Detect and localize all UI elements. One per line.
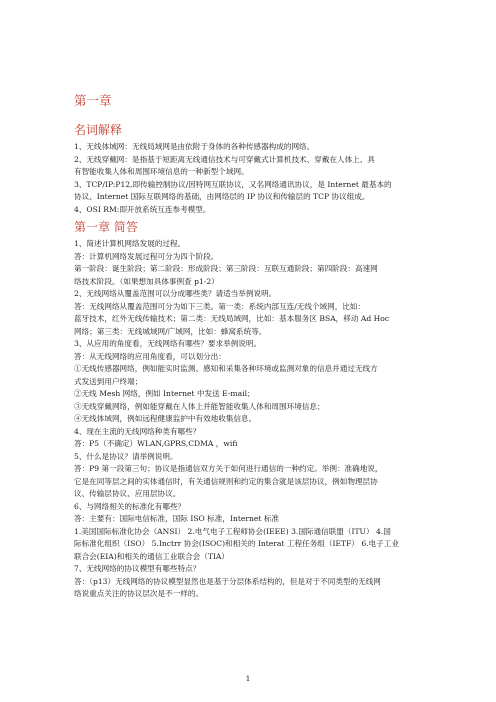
text-line: 议、传输层协议、应用层协议。	[74, 489, 181, 498]
page-number: 1	[245, 674, 251, 683]
text-line: 1.美国国际标准化协会（ANSI） 2.电气电子工程师协会(IEEE) 3.国际通信联盟（ITU） 4.国	[74, 526, 391, 536]
text-line: 协议、Internet 国际互联网络的基础，由网络层的 IP 协议和传输层的 TCP 协议组成。	[74, 192, 370, 201]
text-line: 络说重点关注的协议层次是不一样的。	[74, 589, 204, 598]
short-answers-body	[74, 238, 424, 601]
text-line: 3、TCP/IP:P12,即传输控制协议/因特网互联协议，又名网络通讯协议，是 Internet 最基本的	[74, 179, 392, 189]
text-line: 答：P5（不确定）WLAN,GPRS,CDMA ，wifi	[74, 439, 238, 448]
text-line: 络技术阶段。（如果想加具体事例查 p1-2）	[74, 276, 219, 286]
text-line: 第一阶段：诞生阶段；第二阶段：形成阶段；第三阶段：互联互通阶段；第四阶段：高速网	[74, 264, 378, 273]
text-line: 答：计算机网络发展过程可分为四个阶段。	[74, 251, 219, 261]
text-line: 2、无线网络从覆盖范围可以分成哪些类？请适当举例说明。	[74, 289, 277, 298]
text-line: ③无线穿戴网络，例如能穿戴在人体上并能智能收集人体和周围环境信息；	[74, 401, 325, 411]
text-line: 答：从无线网络的应用角度看，可以划分出：	[74, 351, 226, 361]
text-line: 7、无线网络的协议模型有哪些特点？	[74, 564, 201, 573]
text-line: 6、与网络相关的标准化有哪些？	[74, 501, 186, 511]
text-line: 3、从应用的角度看，无线网络有哪些？要求举例说明。	[74, 339, 262, 348]
text-line: 答：（p13）无线网络的协议模型显然也是基于分层体系结构的，但是对于不同类型的无线网	[74, 576, 381, 586]
text-line: 有智能收集人体和周围环境信息的一种新型个域网。	[74, 167, 249, 176]
text-line: ①无线传感器网络，例如能实时监测、感知和采集各种环境或监测对象的信息并通过无线方	[74, 364, 378, 373]
text-line: 联合会(EIA)和相关的通信工业联合会（TIA）	[74, 551, 229, 561]
terms-body	[74, 141, 424, 216]
chapter-title: 第一章	[74, 93, 112, 108]
text-line: ②无线 Mesh 网络，例如 Internet 中发送 E-mail；	[74, 389, 255, 398]
section-heading-terms: 名词解释	[74, 123, 123, 137]
text-line: 答：P9 第一段第三句；协议是指通信双方关于如何进行通信的一种约定。举例：准确地说，	[74, 464, 383, 473]
section-heading-short-answers: 第一章 简答	[74, 220, 138, 234]
text-line: ④无线体域网，例如远程健康监护中有效地收集信息。	[74, 414, 257, 423]
text-line: 际标准化组织（ISO） 5.Inctrr 协会(ISOC)和相关的 Interat 工程任务组（IETF） 6.电子工业	[74, 539, 399, 548]
text-line: 式发送到用户终端；	[74, 376, 143, 386]
text-line: 它是在同等层之间的实体通信时，有关通信规则和约定的集合就是该层协议，例如物理层协	[74, 476, 378, 486]
text-line: 网络；第三类：无线城域网/广域网，比如：蜂窝系统等。	[74, 326, 267, 336]
text-line: 1、简述计算机网络发展的过程。	[74, 239, 186, 248]
text-line: 1、无线体域网：无线局域网是由依附于身体的各种传感器构成的网络。	[74, 142, 315, 151]
text-line: 4、现在主流的无线网络种类有哪些？	[74, 426, 201, 436]
text-line: 2、无线穿戴网：是指基于短距离无线通信技术与可穿戴式计算机技术、穿戴在人体上、具	[74, 154, 375, 164]
text-line: 答：主要有：国际电信标准，国际 ISO 标准，Internet 标准	[74, 514, 280, 523]
text-line: 5、什么是协议？请举例说明。	[74, 451, 178, 461]
text-line: 蓝牙技术，红外无线传输技术；第二类：无线局域网，比如：基本服务区 BSA，移动 Ad Hoc	[74, 314, 390, 323]
text-line: 4、OSI RM:即开放系统互连参考模型。	[74, 204, 211, 214]
text-line: 答：无线网络从覆盖范围可分为如下三类。第一类：系统内部互连/无线个域网，比如：	[74, 301, 366, 311]
